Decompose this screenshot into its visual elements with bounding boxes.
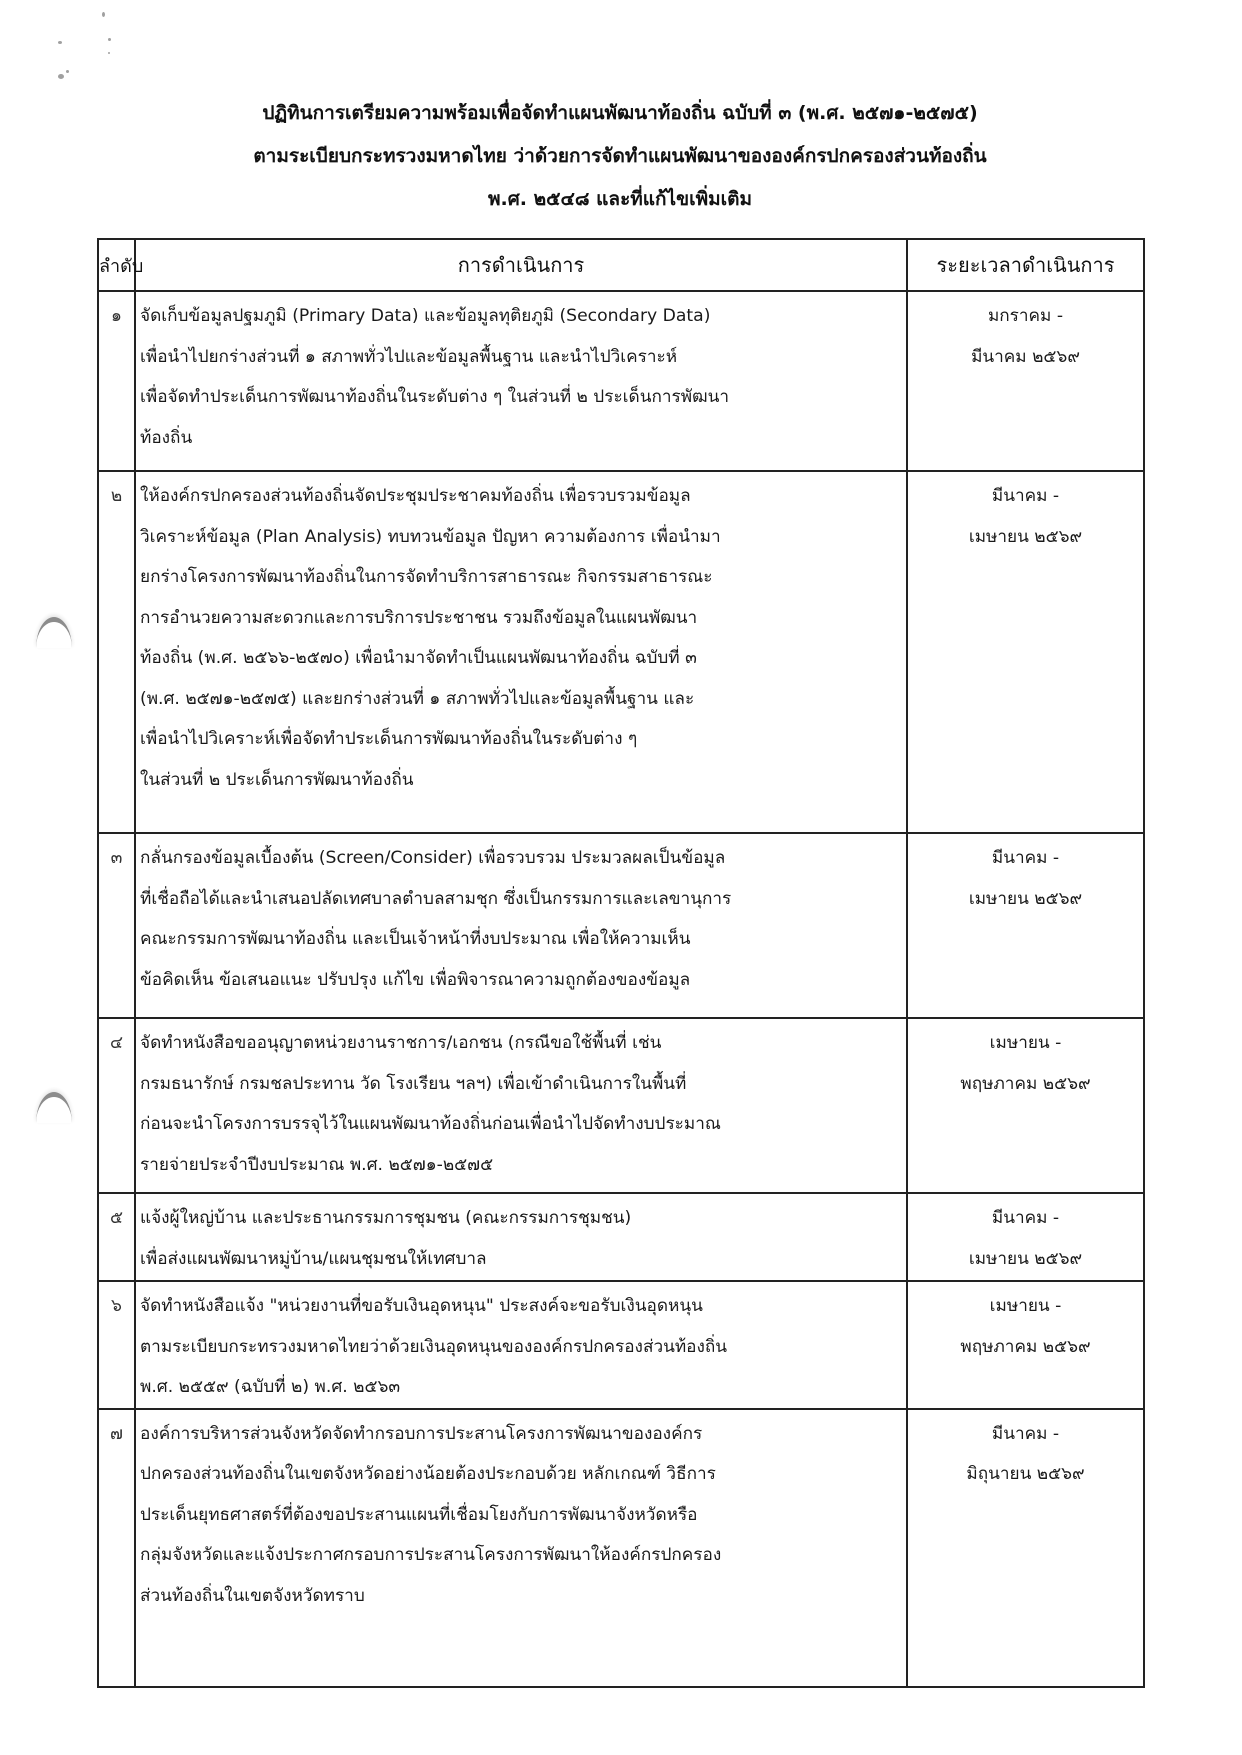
action-line: ในส่วนที่ ๒ ประเด็นการพัฒนาท้องถิ่น xyxy=(140,769,414,790)
table-header-row xyxy=(98,239,1144,291)
table-row xyxy=(98,1409,1144,1687)
action-line: จัดทำหนังสือแจ้ง "หน่วยงานที่ขอรับเงินอุดหนุน" ประสงค์จะขอรับเงินอุดหนุน xyxy=(140,1296,703,1316)
action-line: ส่วนท้องถิ่นในเขตจังหวัดทราบ xyxy=(140,1585,365,1606)
action-line: (พ.ศ. ๒๕๗๑-๒๕๗๕) และยกร่างส่วนที่ ๑ สภาพทั่วไปและข้อมูลพื้นฐาน และ xyxy=(140,688,695,709)
action-line: กรมธนารักษ์ กรมชลประทาน วัด โรงเรียน ฯลฯ) เพื่อเข้าดำเนินการในพื้นที่ xyxy=(140,1073,687,1094)
action-line: ปกครองส่วนท้องถิ่นในเขตจังหวัดอย่างน้อยต้องประกอบด้วย หลักเกณฑ์ วิธีการ xyxy=(140,1464,716,1484)
row-order-number: ๓ xyxy=(98,833,135,1018)
row-order-number: ๖ xyxy=(98,1281,135,1409)
header-order: ลำดับ xyxy=(98,239,135,291)
header-action: การดำเนินการ xyxy=(135,239,907,291)
action-line: เพื่อจัดทำประเด็นการพัฒนาท้องถิ่นในระดับต่าง ๆ ในส่วนที่ ๒ ประเด็นการพัฒนา xyxy=(140,387,730,407)
period-line: พฤษภาคม ๒๕๖๙ xyxy=(960,1336,1091,1357)
period-line: มีนาคม - xyxy=(991,848,1060,868)
scan-specks xyxy=(50,8,120,78)
action-line: ให้องค์กรปกครองส่วนท้องถิ่นจัดประชุมประชาคมท้องถิ่น เพื่อรวบรวมข้อมูล xyxy=(140,486,691,506)
action-line: คณะกรรมการพัฒนาท้องถิ่น และเป็นเจ้าหน้าที่งบประมาณ เพื่อให้ความเห็น xyxy=(140,929,691,949)
row-action-description xyxy=(135,1409,907,1687)
action-line: แจ้งผู้ใหญ่บ้าน และประธานกรรมการชุมชน (คณะกรรมการชุมชน) xyxy=(140,1208,632,1228)
action-line: กลุ่มจังหวัดและแจ้งประกาศกรอบการประสานโครงการพัฒนาให้องค์กรปกครอง xyxy=(140,1545,722,1565)
action-line: การอำนวยความสะดวกและการบริการประชาชน รวมถึงข้อมูลในแผนพัฒนา xyxy=(140,607,698,628)
row-order-number: ๔ xyxy=(98,1018,135,1193)
table-row xyxy=(98,1281,1144,1409)
action-line: พ.ศ. ๒๕๕๙ (ฉบับที่ ๒) พ.ศ. ๒๕๖๓ xyxy=(140,1377,401,1397)
period-line: เมษายน ๒๕๖๙ xyxy=(968,526,1083,547)
action-line: วิเคราะห์ข้อมูล (Plan Analysis) ทบทวนข้อมูล ปัญหา ความต้องการ เพื่อนำมา xyxy=(140,526,721,547)
action-line: เพื่อนำไปยกร่างส่วนที่ ๑ สภาพทั่วไปและข้อมูลพื้นฐาน และนำไปวิเคราะห์ xyxy=(140,346,678,367)
document-title xyxy=(120,92,1120,221)
row-action-description xyxy=(135,291,907,471)
table-row xyxy=(98,1193,1144,1281)
period-line: เมษายน - xyxy=(989,1033,1062,1053)
punch-hole-mark xyxy=(36,617,72,648)
action-line: ตามระเบียบกระทรวงมหาดไทยว่าด้วยเงินอุดหนุนขององค์กรปกครองส่วนท้องถิ่น xyxy=(140,1336,728,1357)
period-line: พฤษภาคม ๒๕๖๙ xyxy=(960,1073,1091,1094)
title-line-1: ปฏิทินการเตรียมความพร้อมเพื่อจัดทำแผนพัฒนาท้องถิ่น ฉบับที่ ๓ (พ.ศ. ๒๕๗๑-๒๕๗๕) xyxy=(262,102,978,124)
row-action-description xyxy=(135,471,907,833)
row-order-number: ๗ xyxy=(98,1409,135,1687)
period-line: มิถุนายน ๒๕๖๙ xyxy=(966,1464,1085,1484)
row-action-description xyxy=(135,1193,907,1281)
row-period xyxy=(907,833,1144,1018)
header-period: ระยะเวลาดำเนินการ xyxy=(907,239,1144,291)
period-line: มีนาคม - xyxy=(991,486,1060,506)
action-line: เพื่อนำไปวิเคราะห์เพื่อจัดทำประเด็นการพัฒนาท้องถิ่นในระดับต่าง ๆ xyxy=(140,729,638,749)
row-action-description xyxy=(135,1018,907,1193)
action-line: องค์การบริหารส่วนจังหวัดจัดทำกรอบการประสานโครงการพัฒนาขององค์กร xyxy=(140,1423,703,1444)
action-line: กลั่นกรองข้อมูลเบื้องต้น (Screen/Consider) เพื่อรวบรวม ประมวลผลเป็นข้อมูล xyxy=(140,848,726,868)
period-line: มีนาคม ๒๕๖๙ xyxy=(971,346,1080,367)
row-period xyxy=(907,471,1144,833)
row-period xyxy=(907,1281,1144,1409)
row-action-description xyxy=(135,833,907,1018)
row-action-description xyxy=(135,1281,907,1409)
table-row xyxy=(98,291,1144,471)
punch-hole-mark xyxy=(36,1092,72,1123)
period-line: เมษายน - xyxy=(989,1296,1062,1316)
row-order-number: ๑ xyxy=(98,291,135,471)
table-row xyxy=(98,471,1144,833)
period-line: มีนาคม - xyxy=(991,1423,1060,1444)
action-line: ข้อคิดเห็น ข้อเสนอแนะ ปรับปรุง แก้ไข เพื่อพิจารณาความถูกต้องของข้อมูล xyxy=(140,969,691,990)
title-line-3: พ.ศ. ๒๕๔๘ และที่แก้ไขเพิ่มเติม xyxy=(487,188,752,210)
title-line-2: ตามระเบียบกระทรวงมหาดไทย ว่าด้วยการจัดทำแผนพัฒนาขององค์กรปกครองส่วนท้องถิ่น xyxy=(253,145,987,167)
period-line: มีนาคม - xyxy=(991,1208,1060,1228)
action-line: ที่เชื่อถือได้และนำเสนอปลัดเทศบาลตำบลสามชุก ซึ่งเป็นกรรมการและเลขานุการ xyxy=(140,888,732,909)
action-line: ยกร่างโครงการพัฒนาท้องถิ่นในการจัดทำบริการสาธารณะ กิจกรรมสาธารณะ xyxy=(140,567,713,587)
row-period xyxy=(907,1409,1144,1687)
action-line: เพื่อส่งแผนพัฒนาหมู่บ้าน/แผนชุมชนให้เทศบาล xyxy=(140,1248,487,1269)
period-line: มกราคม - xyxy=(987,306,1064,326)
row-order-number: ๕ xyxy=(98,1193,135,1281)
action-line: จัดทำหนังสือขออนุญาตหน่วยงานราชการ/เอกชน (กรณีขอใช้พื้นที่ เช่น xyxy=(140,1033,662,1053)
row-period xyxy=(907,1018,1144,1193)
action-line: ท้องถิ่น (พ.ศ. ๒๕๖๖-๒๕๗๐) เพื่อนำมาจัดทำเป็นแผนพัฒนาท้องถิ่น ฉบับที่ ๓ xyxy=(140,648,697,668)
period-line: เมษายน ๒๕๖๙ xyxy=(968,1248,1083,1269)
action-line: รายจ่ายประจำปีงบประมาณ พ.ศ. ๒๕๗๑-๒๕๗๕ xyxy=(140,1154,494,1175)
period-line: เมษายน ๒๕๖๙ xyxy=(968,888,1083,909)
action-line: ท้องถิ่น xyxy=(140,427,193,448)
row-order-number: ๒ xyxy=(98,471,135,833)
action-line: ก่อนจะนำโครงการบรรจุไว้ในแผนพัฒนาท้องถิ่นก่อนเพื่อนำไปจัดทำงบประมาณ xyxy=(140,1114,721,1134)
table-row xyxy=(98,833,1144,1018)
row-period xyxy=(907,1193,1144,1281)
schedule-table xyxy=(97,238,1145,1688)
action-line: ประเด็นยุทธศาสตร์ที่ต้องขอประสานแผนที่เชื่อมโยงกับการพัฒนาจังหวัดหรือ xyxy=(140,1504,698,1525)
row-period xyxy=(907,291,1144,471)
table-row xyxy=(98,1018,1144,1193)
action-line: จัดเก็บข้อมูลปฐมภูมิ (Primary Data) และข้อมูลทุติยภูมิ (Secondary Data) xyxy=(140,306,711,326)
